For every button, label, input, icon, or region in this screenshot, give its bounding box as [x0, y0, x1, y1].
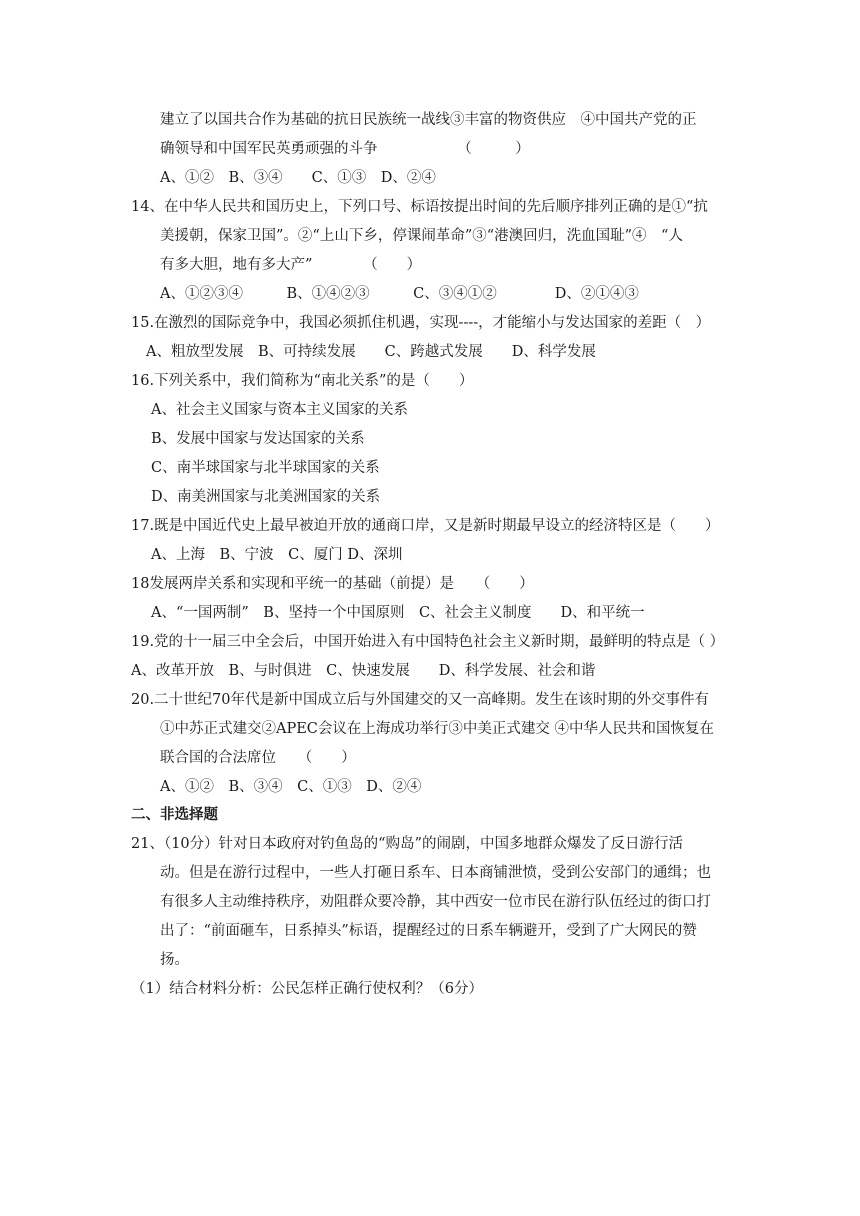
q18-options: A、“一国两制” B、坚持一个中国原则 C、社会主义制度 D、和平统一 — [151, 605, 645, 621]
q16-option-a: A、社会主义国家与资本主义国家的关系 — [151, 402, 408, 418]
q13-options: A、①② B、③④ C、①③ D、②④ — [160, 170, 436, 186]
q21-text-line-3: 有很多人主动维持秩序，劝阻群众要冷静，其中西安一位市民在游行队伍经过的街口打 — [160, 894, 711, 910]
q15-options: A、粗放型发展 B、可持续发展 C、跨越式发展 D、科学发展 — [146, 344, 596, 360]
q17-options: A、上海 B、宁波 C、厦门 D、深圳 — [151, 547, 403, 563]
q16-option-c: C、南半球国家与北半球国家的关系 — [151, 460, 380, 476]
q20-text-line-3: 联合国的合法席位 （ ） — [160, 750, 356, 766]
q20-text-line-1: 20.二十世纪70年代是新中国成立后与外国建交的又一高峰期。发生在该时期的外交事件有 — [131, 692, 710, 708]
q19-options: A、改革开放 B、与时俱进 C、快速发展 D、科学发展、社会和谐 — [131, 663, 596, 679]
q19-text: 19.党的十一届三中全会后，中国开始进入有中国特色社会主义新时期，最鲜明的特点是（ ） — [131, 634, 725, 650]
q21-text-line-1: 21、（10分）针对日本政府对钓鱼岛的“购岛”的闹剧，中国多地群众爆发了反日游行活 — [131, 836, 683, 852]
q18-text: 18发展两岸关系和实现和平统一的基础（前提）是 （ ） — [131, 576, 534, 592]
q14-text-line-2: 美援朝，保家卫国”。②“上山下乡，停课闹革命”③“港澳回归，洗血国耻”④ “人 — [160, 228, 683, 244]
q14-text-line-3: 有多大胆，地有多大产” （ ） — [160, 257, 422, 273]
q14-text-line-1: 14、在中华人民共和国历史上，下列口号、标语按提出时间的先后顺序排列正确的是①“抗 — [131, 199, 708, 215]
q16-text: 16.下列关系中，我们简称为“南北关系”的是（ ） — [131, 373, 474, 389]
q16-option-b: B、发展中国家与发达国家的关系 — [151, 431, 365, 447]
q16-option-d: D、南美洲国家与北美洲国家的关系 — [151, 489, 381, 505]
q13-text-line-1: 建立了以国共合作为基础的抗日民族统一战线③丰富的物资供应 ④中国共产党的正 — [160, 112, 697, 128]
section-heading: 二、非选择题 — [131, 806, 218, 823]
q21-subquestion-1: （1）结合材料分析：公民怎样正确行使权利？（6分） — [131, 981, 483, 997]
q21-text-line-5: 扬。 — [160, 952, 189, 968]
q21-text-line-4: 出了：“前面砸车，日系掉头”标语，提醒经过的日系车辆避开，受到了广大网民的赞 — [160, 923, 697, 939]
q17-text: 17.既是中国近代史上最早被迫开放的通商口岸，又是新时期最早设立的经济特区是（ ） — [131, 518, 720, 534]
q20-options: A、①② B、③④ C、①③ D、②④ — [160, 779, 422, 795]
q13-text-line-2: 确领导和中国军民英勇顽强的斗争 （ ） — [160, 141, 530, 157]
q20-text-line-2: ①中苏正式建交②APEC会议在上海成功举行③中美正式建交 ④中华人民共和国恢复在 — [160, 721, 715, 737]
q21-text-line-2: 动。但是在游行过程中，一些人打砸日系车、日本商铺泄愤，受到公安部门的通缉；也 — [160, 865, 711, 881]
q15-text: 15.在激烈的国际竞争中，我国必须抓住机遇，实现----，才能缩小与发达国家的差距（ ） — [131, 315, 711, 331]
q14-options: A、①②③④ B、①④②③ C、③④①② D、②①④③ — [160, 286, 639, 302]
